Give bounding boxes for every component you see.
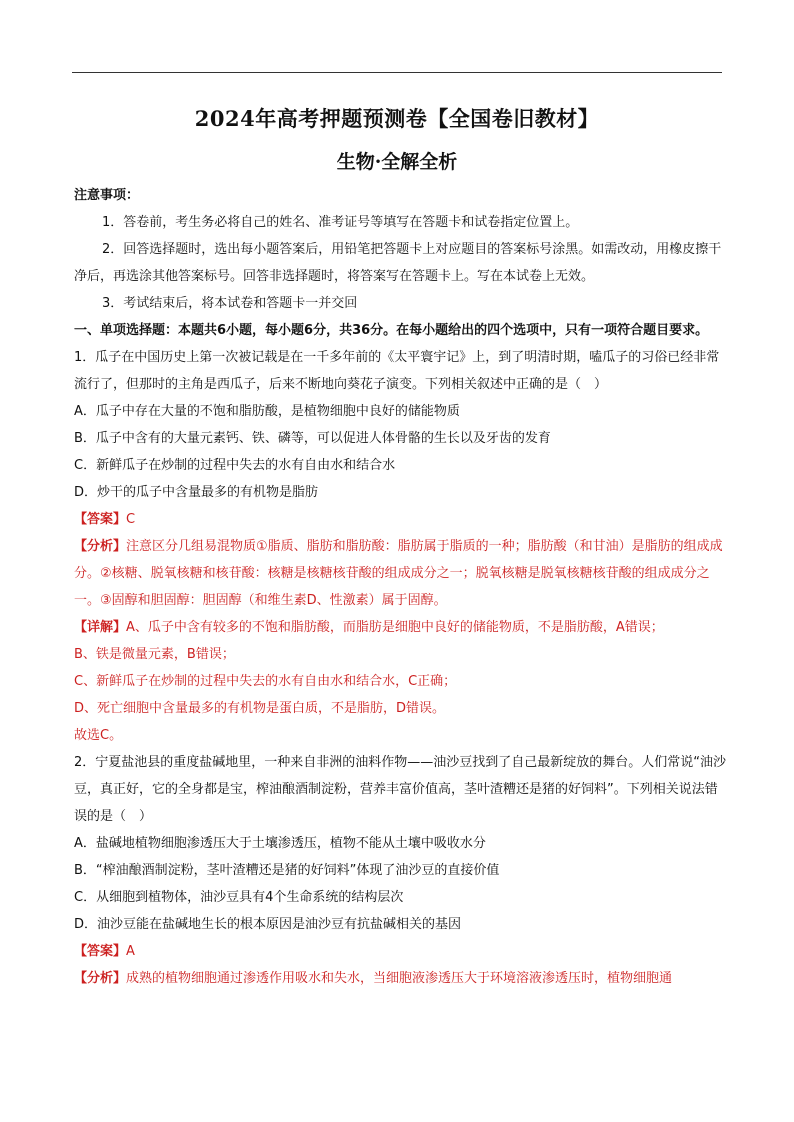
question-stem: 2．宁夏盐池县的重度盐碱地里，一种来自非洲的油料作物——油沙豆找到了自己最新绽放的舞台。人们常说“油沙豆，真正好，它的全身都是宝，榨油酿酒制淀粉，营养丰富价值高，茎叶渣糟还是猪的好饲料”。下列相关说法错误的是（ ） — [74, 755, 727, 824]
detail-text: A、瓜子中含有较多的不饱和脂肪酸，而脂肪是细胞中良好的储能物质，不是脂肪酸，A错误； — [126, 620, 664, 635]
notice-item: 2．回答选择题时，选出每小题答案后，用铅笔把答题卡上对应题目的答案标号涂黑。如需改动，用橡皮擦干净后，再选涂其他答案标号。回答非选择题时，将答案写在答题卡上。写在本试卷上无效。 — [74, 242, 722, 284]
page-subtitle: 生物·全解全析 — [336, 151, 458, 173]
option-a: A．瓜子中存在大量的不饱和脂肪酸，是植物细胞中良好的储能物质 — [74, 404, 460, 419]
section-heading: 一、单项选择题：本题共6小题，每小题6分，共36分。在每小题给出的四个选项中，只有一项符合题目要求。 — [74, 323, 709, 338]
option-d: D．油沙豆能在盐碱地生长的根本原因是油沙豆有抗盐碱相关的基因 — [74, 917, 462, 932]
question-stem: 1．瓜子在中国历史上第一次被记载是在一千多年前的《太平寰宇记》上，到了明清时期，嗑瓜子的习俗已经非常流行了，但那时的主角是西瓜子，后来不断地向葵花子演变。下列相关叙述中正确的是（ ） — [74, 350, 720, 392]
analysis-block — [74, 965, 726, 992]
notice-item: 1．答卷前，考生务必将自己的姓名、准考证号等填写在答题卡和试卷指定位置上。 — [102, 215, 579, 230]
analysis-tag: 【分析】 — [74, 539, 127, 554]
answer-tag: 【答案】 — [74, 944, 127, 959]
option-c: C．新鲜瓜子在炒制的过程中失去的水有自由水和结合水 — [74, 458, 396, 473]
detail-line: B、铁是微量元素，B错误； — [74, 647, 235, 662]
analysis-block — [74, 533, 726, 614]
document-body — [74, 182, 726, 992]
option-d: D．炒干的瓜子中含量最多的有机物是脂肪 — [74, 485, 319, 500]
detail-line: D、死亡细胞中含量最多的有机物是蛋白质，不是脂肪，D错误。 — [74, 701, 446, 716]
answer-value: A — [126, 944, 135, 959]
option-c: C．从细胞到植物体，油沙豆具有4个生命系统的结构层次 — [74, 890, 404, 905]
detail-tag: 【详解】 — [74, 620, 127, 635]
answer-tag: 【答案】 — [74, 512, 127, 527]
detail-line — [74, 614, 726, 641]
detail-line: C、新鲜瓜子在炒制的过程中失去的水有自由水和结合水，C正确； — [74, 674, 457, 689]
conclusion-line: 故选C。 — [74, 728, 123, 743]
notice-item: 3．考试结束后，将本试卷和答题卡一并交回 — [102, 296, 358, 311]
option-b: B．瓜子中含有的大量元素钙、铁、磷等，可以促进人体骨骼的生长以及牙齿的发育 — [74, 431, 551, 446]
option-b: B．“榨油酿酒制淀粉，茎叶渣糟还是猪的好饲料”体现了油沙豆的直接价值 — [74, 863, 500, 878]
answer-line — [74, 506, 726, 533]
analysis-text: 注意区分几组易混物质①脂质、脂肪和脂肪酸：脂肪属于脂质的一种；脂肪酸（和甘油）是脂肪的组成成分。②核糖、脱氧核糖和核苷酸：核糖是核糖核苷酸的组成成分之一；脱氧核糖是脱氧核糖核苷酸的组成成分之一。③固醇和胆固醇：胆固醇（和维生素D、性激素）属于固醇。 — [74, 539, 723, 608]
analysis-tag: 【分析】 — [74, 971, 127, 986]
page-title: 2024年高考押题预测卷【全国卷旧教材】 — [194, 106, 600, 131]
notice-heading: 注意事项： — [74, 188, 140, 203]
header-rule — [72, 72, 722, 73]
option-a: A．盐碱地植物细胞渗透压大于土壤渗透压，植物不能从土壤中吸收水分 — [74, 836, 486, 851]
answer-value: C — [126, 512, 136, 527]
analysis-text: 成熟的植物细胞通过渗透作用吸水和失水，当细胞液渗透压大于环境溶液渗透压时，植物细胞通 — [126, 971, 673, 986]
answer-line — [74, 938, 726, 965]
